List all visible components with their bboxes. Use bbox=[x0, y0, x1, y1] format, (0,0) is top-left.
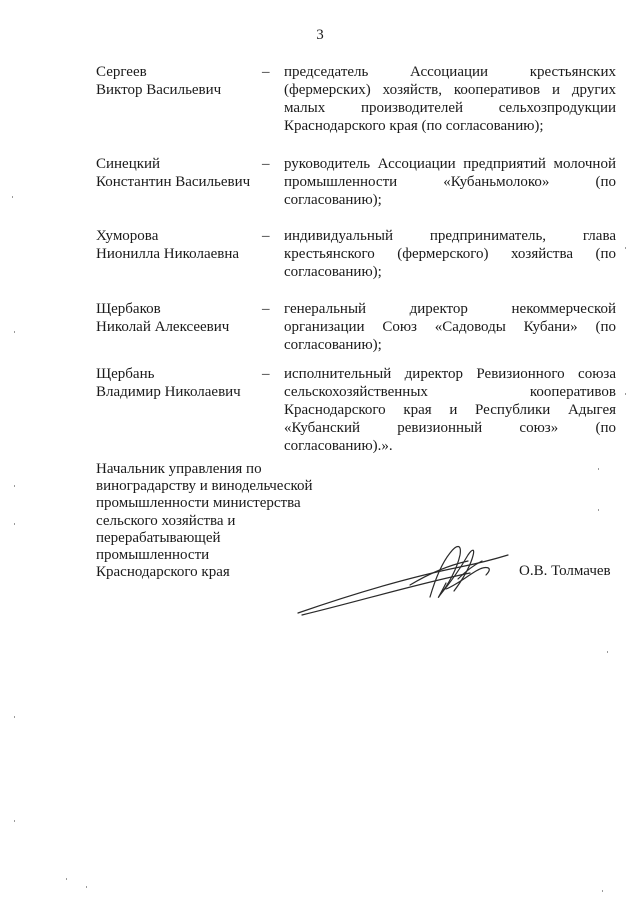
dash-separator: – bbox=[262, 301, 270, 317]
dash-separator: – bbox=[262, 228, 270, 244]
scan-dot bbox=[625, 393, 626, 395]
member-given-names: Константин Васильевич bbox=[96, 174, 251, 190]
member-surname: Хуморова bbox=[96, 228, 159, 244]
position-line: Краснодарского края bbox=[96, 564, 230, 581]
member-name bbox=[96, 300, 262, 336]
scan-dot bbox=[625, 247, 626, 249]
member-role: индивидуальный предприниматель, глава крестьянского (фермерского) хозяйства (по согласованию); bbox=[284, 228, 616, 280]
position-line: виноградарству и винодельческой bbox=[96, 478, 313, 495]
scan-dot bbox=[607, 651, 608, 653]
dash-separator: – bbox=[262, 156, 270, 172]
scan-dot bbox=[14, 820, 15, 822]
dash-separator: – bbox=[262, 64, 270, 80]
member-entry bbox=[96, 365, 616, 455]
member-entry bbox=[96, 227, 616, 281]
member-given-names: Виктор Васильевич bbox=[96, 82, 222, 98]
member-entry bbox=[96, 155, 616, 209]
member-surname: Синецкий bbox=[96, 156, 161, 172]
signer-name: О.В. Толмачев bbox=[519, 563, 611, 579]
member-given-names: Владимир Николаевич bbox=[96, 384, 241, 400]
member-surname: Сергеев bbox=[96, 64, 147, 80]
scan-dot bbox=[14, 485, 15, 487]
position-line: сельского хозяйства и bbox=[96, 512, 236, 529]
member-name bbox=[96, 227, 262, 263]
member-role: руководитель Ассоциации предприятий молочной промышленности «Кубаньмолоко» (по согласованию); bbox=[284, 156, 616, 208]
member-role: исполнительный директор Ревизионного союза сельскохозяйственных кооперативов Краснодарского края и Республики Адыгея «Кубанский ревизионный союз» (по согласованию).». bbox=[284, 366, 616, 454]
scan-dot bbox=[598, 468, 599, 470]
member-surname: Щербань bbox=[96, 366, 155, 382]
member-surname: Щербаков bbox=[96, 301, 161, 317]
scan-dot bbox=[12, 196, 13, 198]
member-name bbox=[96, 63, 262, 99]
member-entry bbox=[96, 300, 616, 354]
handwritten-signature bbox=[290, 525, 530, 625]
member-entry bbox=[96, 63, 616, 135]
member-role: генеральный директор некоммерческой организации Союз «Садоводы Кубани» (по согласованию); bbox=[284, 301, 616, 353]
member-given-names: Николай Алексеевич bbox=[96, 319, 230, 335]
scan-dot bbox=[14, 331, 15, 333]
member-name bbox=[96, 155, 262, 191]
position-line: перерабатывающей bbox=[96, 529, 221, 546]
scan-dot bbox=[66, 878, 67, 880]
member-given-names: Нионилла Николаевна bbox=[96, 246, 240, 262]
position-line: промышленности bbox=[96, 547, 210, 564]
position-line: Начальник управления по bbox=[96, 461, 262, 477]
dash-separator: – bbox=[262, 366, 270, 382]
position-line: промышленности министерства bbox=[96, 495, 301, 512]
members-list bbox=[96, 63, 616, 455]
scan-dot bbox=[602, 890, 603, 892]
scan-dot bbox=[14, 716, 15, 718]
scan-dot bbox=[86, 886, 87, 888]
scan-dot bbox=[598, 509, 599, 511]
scan-dot bbox=[14, 523, 15, 525]
member-name bbox=[96, 365, 262, 401]
member-role: председатель Ассоциации крестьянских (фермерских) хозяйств, кооперативов и других малых производителей сельхозпродукции Краснодарского края (по согласованию); bbox=[284, 64, 616, 134]
page-number: 3 bbox=[316, 27, 324, 43]
